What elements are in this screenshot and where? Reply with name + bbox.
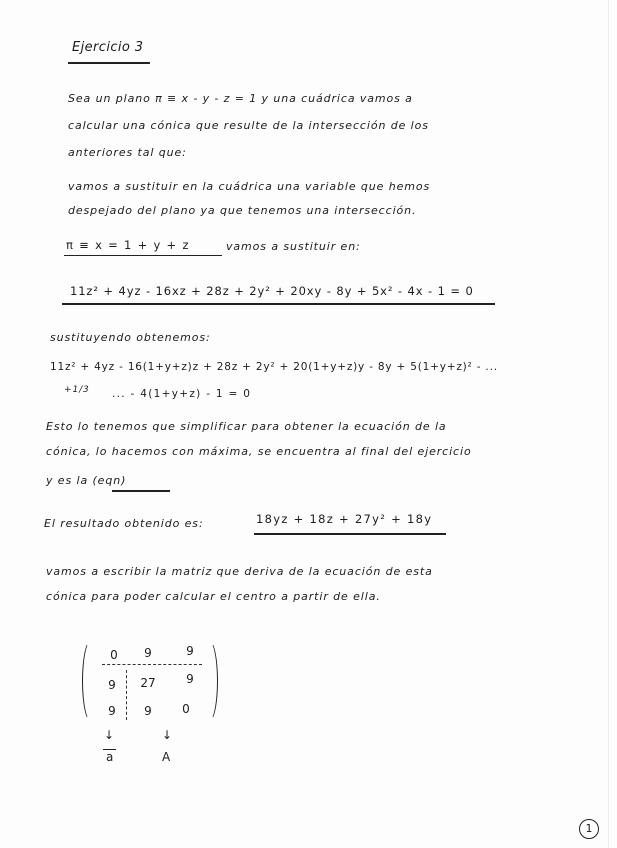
result-label: El resultado obtenido es: bbox=[44, 517, 204, 530]
down-arrow-icon: ↓ bbox=[104, 728, 115, 742]
matrix-cell: 0 bbox=[110, 648, 118, 662]
intro-line-3: anteriores tal que: bbox=[68, 146, 187, 159]
matrix-left-paren bbox=[82, 640, 100, 722]
page-edge bbox=[608, 0, 609, 848]
matrix-separator-horizontal bbox=[102, 664, 202, 665]
matrix-separator-vertical bbox=[126, 670, 127, 720]
matrix-text-line-2: cónica para poder calcular el centro a partir de ella. bbox=[46, 590, 381, 603]
simplify-line-1: Esto lo tenemos que simplificar para obtener la ecuación de la bbox=[46, 420, 447, 433]
matrix-cell: 9 bbox=[144, 704, 152, 718]
matrix-cell: 9 bbox=[108, 704, 116, 718]
intro-line-1: Sea un plano π ≡ x - y - z = 1 y una cuádrica vamos a bbox=[68, 92, 413, 105]
title-underline bbox=[68, 62, 150, 64]
result-underline bbox=[254, 533, 446, 535]
matrix-label-A: A bbox=[162, 750, 171, 764]
quadric-equation: 11z² + 4yz - 16xz + 28z + 2y² + 20xy - 8y + 5x² - 4x - 1 = 0 bbox=[70, 284, 474, 298]
page-title: Ejercicio 3 bbox=[72, 40, 144, 55]
substitution-line-2: despejado del plano ya que tenemos una intersección. bbox=[68, 204, 417, 217]
plane-equation: π ≡ x = 1 + y + z bbox=[66, 238, 190, 252]
substituted-line-1: 11z² + 4yz - 16(1+y+z)z + 28z + 2y² + 20(1+y+z)y - 8y + 5(1+y+z)² - ... bbox=[50, 361, 498, 373]
substituted-line-2: ... - 4(1+y+z) - 1 = 0 bbox=[112, 388, 252, 400]
plane-eq-underline bbox=[64, 255, 222, 256]
eqn-underline bbox=[112, 490, 170, 492]
result-equation: 18yz + 18z + 27y² + 18y bbox=[256, 512, 433, 526]
matrix-cell: 27 bbox=[140, 676, 156, 690]
vector-arrow-bar bbox=[103, 749, 116, 750]
conic-matrix bbox=[82, 640, 218, 720]
margin-note: +1/3 bbox=[64, 385, 90, 395]
substituting-label: sustituyendo obtenemos: bbox=[50, 331, 211, 344]
matrix-right-paren bbox=[200, 640, 218, 722]
matrix-text-line-1: vamos a escribir la matriz que deriva de la ecuación de esta bbox=[46, 565, 433, 578]
simplify-line-3: y es la (eqn) bbox=[46, 474, 127, 487]
intro-line-2: calcular una cónica que resulte de la intersección de los bbox=[68, 119, 429, 132]
matrix-cell: 9 bbox=[186, 644, 194, 658]
substitution-line-1: vamos a sustituir en la cuádrica una variable que hemos bbox=[68, 180, 431, 193]
matrix-cell: 0 bbox=[182, 702, 190, 716]
down-arrow-icon: ↓ bbox=[162, 728, 173, 742]
matrix-cell: 9 bbox=[144, 646, 152, 660]
simplify-line-2: cónica, lo hacemos con máxima, se encuentra al final del ejercicio bbox=[46, 445, 472, 458]
matrix-cell: 9 bbox=[108, 678, 116, 692]
matrix-cell: 9 bbox=[186, 672, 194, 686]
vector-label-a: a bbox=[106, 750, 114, 764]
quadric-underline bbox=[62, 303, 495, 305]
plane-eq-suffix: vamos a sustituir en: bbox=[226, 240, 361, 253]
page-number: 1 bbox=[579, 819, 599, 839]
